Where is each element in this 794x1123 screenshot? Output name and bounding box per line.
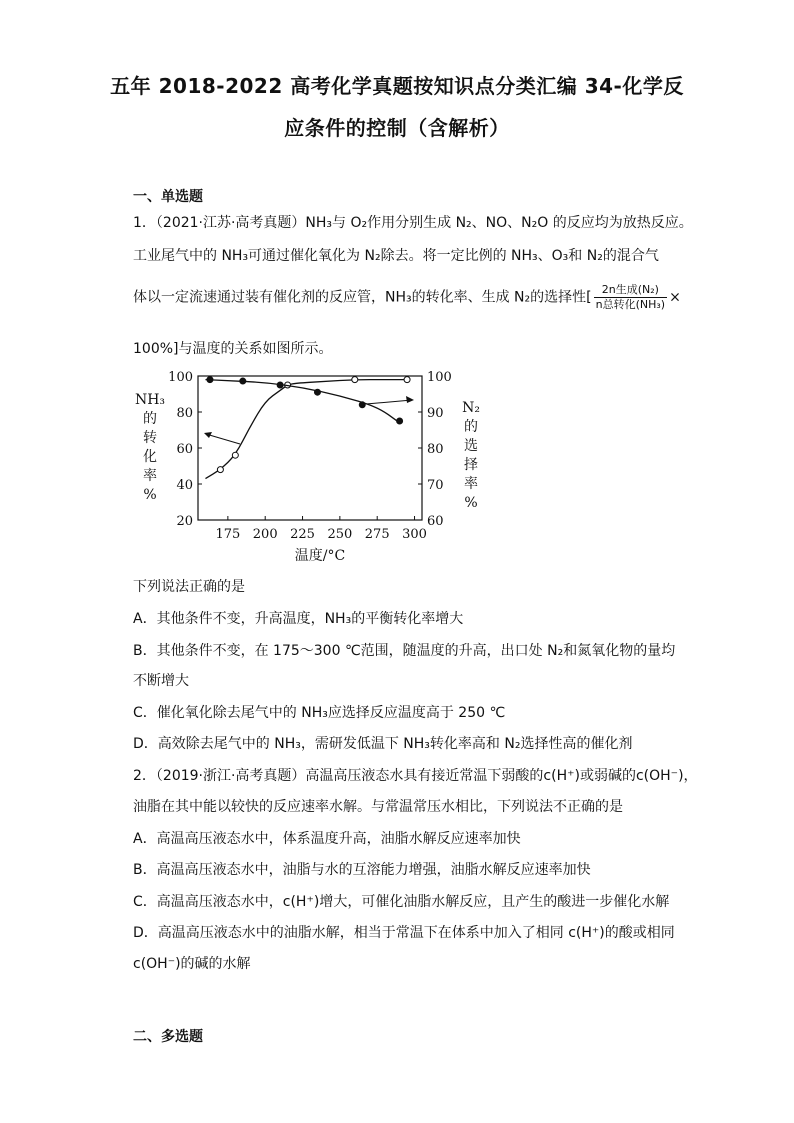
y-left-label-char: 的 (143, 411, 157, 427)
q1-line3 (133, 283, 681, 312)
series-2-point (207, 377, 213, 383)
series-2-point (397, 418, 403, 424)
y-right-tick-label: 90 (427, 406, 444, 421)
q2-option-d-line2: c(OH⁻)的碱的水解 (133, 956, 251, 972)
y-right-label-char: N₂ (462, 400, 480, 416)
q1-prompt: 下列说法正确的是 (133, 579, 245, 595)
series-1-point (404, 377, 410, 383)
series-1-point (352, 377, 358, 383)
series-1-line (205, 380, 407, 479)
x-axis-label: 温度/°C (294, 548, 346, 564)
series-2-point (314, 389, 320, 395)
x-tick-label: 225 (290, 527, 315, 542)
fraction-denominator: n总转化(NH₃) (595, 298, 666, 311)
doc-title-line1: 五年 2018-2022 高考化学真题按知识点分类汇编 34-化学反 (110, 74, 684, 98)
right-axis-arrowhead (406, 396, 414, 403)
y-left-label-char: NH₃ (134, 392, 166, 408)
q1-line3-post: × (669, 289, 681, 306)
right-axis-arrow (366, 400, 412, 404)
q1-line3-pre: 体以一定流速通过装有催化剂的反应管，NH₃的转化率、生成 N₂的选择性[ (133, 289, 592, 306)
series-2-line (205, 380, 399, 423)
y-right-label-char: 的 (464, 419, 478, 435)
x-tick-label: 200 (252, 527, 278, 542)
y-right-label-char: 率 (464, 476, 478, 492)
y-left-label-char: % (143, 487, 157, 503)
left-axis-arrow (206, 434, 240, 444)
q1-option-b-line2: 不断增大 (133, 673, 189, 689)
y-left-label-char: 化 (143, 449, 157, 465)
q2-option-c: C．高温高压液态水中，c(H⁺)增大，可催化油脂水解反应，且产生的酸进一步催化水解 (133, 894, 670, 910)
y-right-label-char: 选 (464, 438, 478, 454)
y-left-tick-label: 100 (168, 370, 193, 385)
y-left-tick-label: 60 (176, 442, 193, 457)
chart-axes (198, 376, 422, 520)
q1-option-b-line1: B．其他条件不变，在 175～300 ℃范围，随温度的升高，出口处 N₂和氮氧化物的量均 (133, 643, 676, 659)
y-right-tick-label: 60 (427, 514, 444, 529)
chart-series (204, 377, 414, 479)
conversion-selectivity-chart (130, 360, 490, 570)
q1-line4: 100%]与温度的关系如图所示。 (133, 341, 333, 357)
q2-option-a: A．高温高压液态水中，体系温度升高，油脂水解反应速率加快 (133, 831, 521, 847)
x-tick-label: 175 (215, 527, 241, 542)
q1-option-c: C．催化氧化除去尾气中的 NH₃应选择反应温度高于 250 ℃ (133, 705, 506, 721)
series-1-point (217, 467, 223, 473)
chart-ticks (168, 370, 452, 542)
y-right-tick-label: 80 (427, 442, 444, 457)
fraction-numerator: 2n生成(N₂) (594, 283, 667, 298)
section-multiple-choice: 二、多选题 (133, 1029, 203, 1045)
x-tick-label: 275 (364, 527, 390, 542)
plot-frame (198, 376, 422, 520)
q1-option-a: A．其他条件不变，升高温度，NH₃的平衡转化率增大 (133, 611, 464, 627)
q2-line2: 油脂在其中能以较快的反应速率水解。与常温常压水相比，下列说法不正确的是 (133, 799, 623, 815)
y-left-label-char: 转 (143, 430, 157, 446)
y-right-label-char: 择 (464, 457, 478, 473)
y-left-tick-label: 80 (176, 406, 193, 421)
section-single-choice: 一、单选题 (133, 189, 203, 205)
selectivity-fraction (594, 283, 667, 312)
y-right-label-char: % (464, 495, 478, 511)
q1-option-d: D．高效除去尾气中的 NH₃，需研发低温下 NH₃转化率高和 N₂选择性高的催化剂 (133, 736, 633, 752)
x-tick-label: 250 (327, 527, 353, 542)
q2-line1: 2．（2019·浙江·高考真题）高温高压液态水具有接近常温下弱酸的c(H⁺)或弱碱的c(OH⁻)， (133, 768, 698, 784)
y-left-tick-label: 20 (176, 514, 193, 529)
series-2-point (359, 402, 365, 408)
doc-title-line2: 应条件的控制（含解析） (284, 116, 510, 140)
series-2-point (277, 382, 283, 388)
q1-line2: 工业尾气中的 NH₃可通过催化氧化为 N₂除去。将一定比例的 NH₃、O₃和 N₂的混合气 (133, 248, 659, 264)
y-left-tick-label: 40 (176, 478, 193, 493)
series-2-point (240, 378, 246, 384)
y-left-label-char: 率 (143, 468, 157, 484)
series-1-point (232, 452, 238, 458)
q1-line1: 1．（2021·江苏·高考真题）NH₃与 O₂作用分别生成 N₂、NO、N₂O 的反应均为放热反应。 (133, 215, 693, 231)
q2-option-d-line1: D．高温高压液态水中的油脂水解，相当于常温下在体系中加入了相同 c(H⁺)的酸或相同 (133, 925, 675, 941)
q2-option-b: B．高温高压液态水中，油脂与水的互溶能力增强，油脂水解反应速率加快 (133, 862, 591, 878)
x-tick-label: 300 (402, 527, 427, 542)
y-right-tick-label: 100 (427, 370, 452, 385)
y-right-tick-label: 70 (427, 478, 444, 493)
